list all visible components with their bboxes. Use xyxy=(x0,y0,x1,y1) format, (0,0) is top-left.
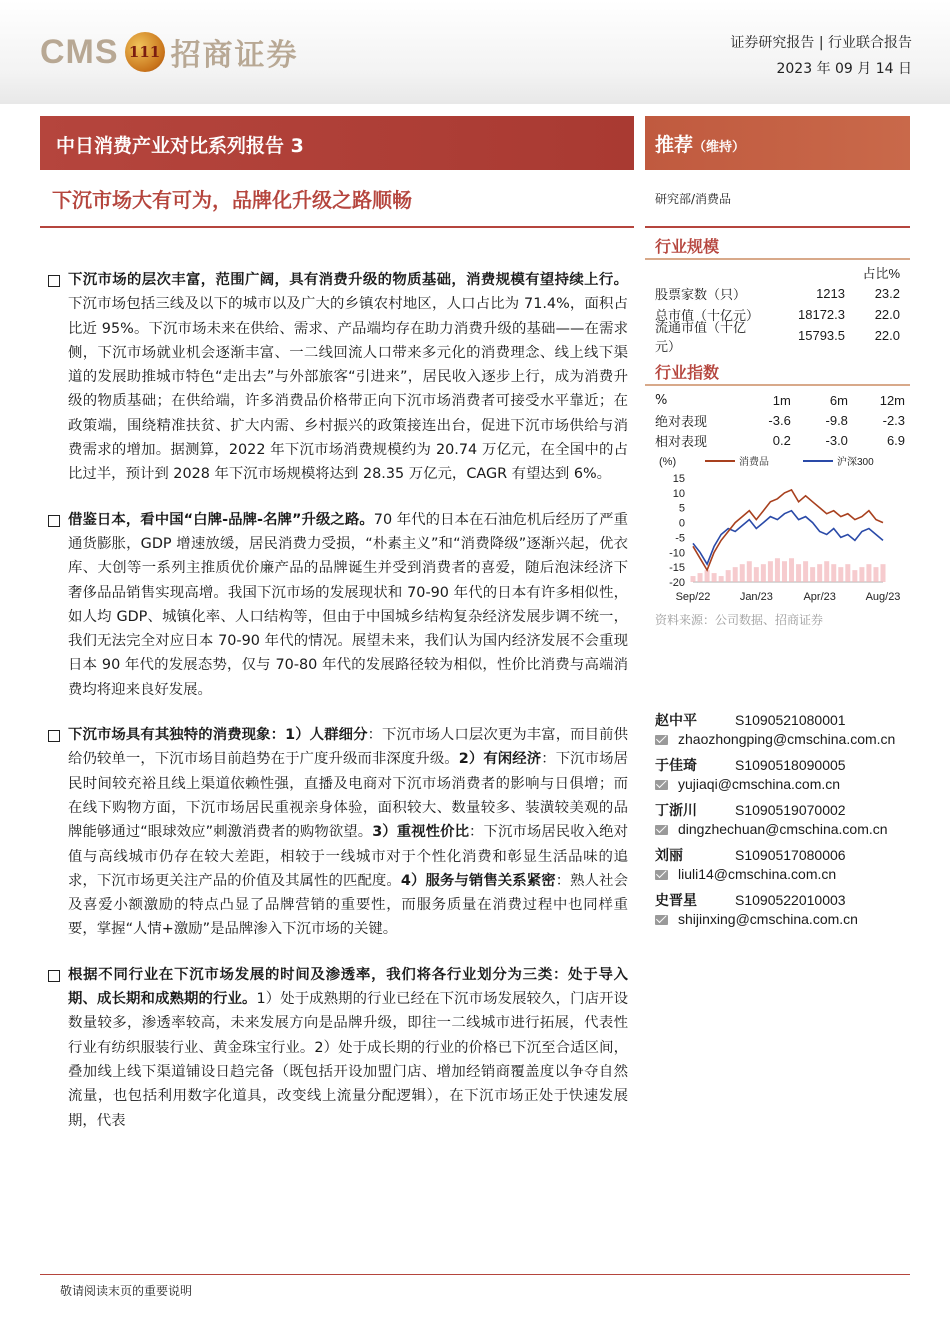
pct-header: 占比% xyxy=(862,266,900,281)
relative-bar xyxy=(838,567,843,582)
key-point-body: ：下沉市场居民时间较充裕且线上渠道依赖性强，直播及电商对下沉市场消费者的影响与日俱增；而在线下购物方面，下沉市场居民重视亲身体验，面积较大、数量较多、装潢较美观的品牌能够通过“眼球效应”刺激消费者的购物欲望。 xyxy=(68,751,628,841)
mail-icon xyxy=(655,825,668,835)
legend-label: 消费品 xyxy=(739,457,769,468)
index-header-row xyxy=(655,390,905,410)
relative-bar xyxy=(782,561,787,582)
relative-bar xyxy=(796,564,801,582)
scale-header-row xyxy=(655,262,905,283)
relative-bar xyxy=(845,564,850,582)
key-point-body: ：熟人社会及喜爱小额激励的特点凸显了品牌营销的重要性，而服务质量在消费过程中也同样重要，掌握“人情+激励”是品牌渗入下沉市场的关键。 xyxy=(68,872,628,938)
analyst-cert-id: S1090519070002 xyxy=(735,802,846,818)
relative-bar xyxy=(691,576,696,582)
scale-row xyxy=(655,320,905,355)
relative-bar xyxy=(719,576,724,582)
key-point-lead: 下沉市场的层次丰富，范围广阔，具有消费升级的物质基础，消费规模有望持续上行。 xyxy=(68,272,628,288)
analyst-cert-id: S1090518090005 xyxy=(735,757,846,773)
relative-bar xyxy=(866,564,871,582)
checkbox-bullet-icon xyxy=(48,515,60,527)
key-point-lead: 2）有闲经济 xyxy=(458,751,542,768)
analyst-email-link[interactable]: zhaozhongping@cmschina.com.cn xyxy=(678,731,896,747)
index-chart xyxy=(655,452,910,604)
y-tick-label: -15 xyxy=(669,562,685,575)
relative-bar xyxy=(726,570,731,582)
relative-bar xyxy=(803,561,808,582)
analyst-email-row xyxy=(655,775,910,795)
industry-index-heading: 行业指数 xyxy=(655,363,720,382)
logo-text-en: CMS xyxy=(40,32,119,71)
key-point-lead: 根据不同行业在下沉市场发展的时间及渗透率，我们将各行业划分为三类：处于导入期、成长期和成熟期的行业。 xyxy=(68,966,628,1008)
logo-text-cn: 招商证券 xyxy=(170,38,299,73)
index-value: -2.3 xyxy=(882,412,906,428)
industry-scale-heading: 行业规模 xyxy=(655,237,720,256)
index-row xyxy=(655,410,905,430)
checkbox-bullet-icon xyxy=(48,730,60,742)
relative-bar xyxy=(754,567,759,582)
index-value: 6.9 xyxy=(886,432,906,448)
series-title-bar xyxy=(40,116,634,170)
index-col-header: 6m xyxy=(829,392,848,408)
analyst-name-row xyxy=(655,710,910,730)
relative-bar xyxy=(789,558,794,582)
relative-bar xyxy=(859,567,864,582)
key-point xyxy=(48,963,628,1133)
analyst-email-link[interactable]: yujiaqi@cmschina.com.cn xyxy=(678,776,841,792)
y-tick-label: 10 xyxy=(672,487,685,500)
relative-bar xyxy=(712,573,717,582)
mail-icon xyxy=(655,735,668,745)
index-value: -9.8 xyxy=(825,412,848,428)
relative-bar xyxy=(817,564,822,582)
report-type: 证券研究报告 | 行业联合报告 xyxy=(730,35,912,51)
analyst-email-row xyxy=(655,910,910,930)
analyst-name: 史晋星 xyxy=(655,893,697,909)
index-chart-svg xyxy=(655,452,910,604)
key-point xyxy=(48,723,628,942)
analyst-email-row xyxy=(655,730,910,750)
mail-icon xyxy=(655,915,668,925)
analyst-email-link[interactable]: liuli14@cmschina.com.cn xyxy=(678,866,837,882)
key-point-body: 1）处于成熟期的行业已经在下沉市场发展较久，门店开设数量较多，渗透率较高，未来发展方向是品牌升级，即往一二线城市进行拓展，代表性行业有纺织服装行业、黄金珠宝行业。2）处于成长期的行业的价格已下沉至合适区间，叠加线上线下渠道铺设日趋完备（既包括开设加盟门店、增加经销商覆盖度以争夺自然流量，也包括利用数字化道具，改变线上流量分配逻辑），在下沉市场正处于快速发展期，代表 xyxy=(68,991,628,1129)
relative-bar xyxy=(768,561,773,582)
checkbox-bullet-icon xyxy=(48,275,60,287)
relative-bar xyxy=(831,564,836,582)
analyst-name-row xyxy=(655,890,910,910)
report-date: 2023 年 09 月 14 日 xyxy=(776,61,912,77)
key-point-body: ：下沉市场人口层次更为丰富，而目前供给仍较单一，下沉市场目前趋势在于广度升级而非深度升级。 xyxy=(68,727,628,768)
analyst-name-row xyxy=(655,755,910,775)
industry-scale-table xyxy=(655,262,905,355)
checkbox-bullet-icon xyxy=(48,970,60,982)
legend-label: 沪深300 xyxy=(837,457,874,468)
chart-ylabel: (%) xyxy=(659,456,677,468)
footer-divider xyxy=(40,1274,910,1275)
logo-badge-icon: 111 xyxy=(125,32,165,72)
index-col-header: 12m xyxy=(879,392,906,408)
rating-bar xyxy=(645,116,910,170)
relative-bar xyxy=(824,561,829,582)
scale-row-value: 18172.3 xyxy=(798,307,845,322)
key-point xyxy=(48,268,628,487)
series-title: 中日消费产业对比系列报告 3 xyxy=(56,135,304,157)
key-point-text xyxy=(68,268,628,487)
x-tick-label: Sep/22 xyxy=(675,591,711,603)
index-value: 0.2 xyxy=(772,432,791,448)
y-tick-label: -5 xyxy=(675,532,685,545)
relative-bar xyxy=(698,573,703,582)
scale-row xyxy=(655,283,905,304)
relative-bar xyxy=(810,567,815,582)
relative-bar xyxy=(852,570,857,582)
key-point-lead: 3）重视性价比 xyxy=(372,824,470,841)
chart-source: 资料来源：公司数据、招商证券 xyxy=(655,613,824,627)
analyst-cert-id: S1090521080001 xyxy=(735,712,846,728)
key-point-body: 70 年代的日本在石油危机后经历了严重通货膨胀，GDP 增速放缓，居民消费力受损，“朴素主义”和“消费降级”逐渐兴起，优衣库、大创等一系列主推质优价廉产品的品牌诞生并受到消费者的喜爱，随后泡沫经济下奢侈品品销售实现高增。我国下沉市场的发展现状和 70-90 年代的日本有许多相似性，如人均 GDP、城镇化率、人口结构等，但由于中国城乡结构复杂经济发展步调不统一，我们无法完全对应日本 70-90 年代的情况。展望未来，我们认为国内经济发展不会重现日本 90 年代的发展态势，仅与 70-80 年代的发展路径较为相似，性价比消费与高端消费均将迎来良好发展。 xyxy=(68,511,628,698)
index-col-header: 1m xyxy=(772,392,791,408)
relative-bar xyxy=(740,564,745,582)
scale-row-label: 总市值（十亿元） xyxy=(655,309,760,324)
mail-icon xyxy=(655,870,668,880)
relative-bar xyxy=(873,567,878,582)
key-point-text xyxy=(68,963,628,1133)
key-points xyxy=(48,268,628,1154)
key-point xyxy=(48,508,628,702)
x-tick-label: Aug/23 xyxy=(865,591,901,603)
scale-row-label: 流通市值（十亿元） xyxy=(655,320,747,355)
department-label: 研究部/消费品 xyxy=(655,192,732,206)
title-divider xyxy=(40,226,634,228)
relative-bar xyxy=(775,558,780,582)
report-main-title: 下沉市场大有可为，品牌化升级之路顺畅 xyxy=(52,188,412,212)
mail-icon xyxy=(655,780,668,790)
rating-label: 推荐 xyxy=(655,134,694,156)
analyst-email-row xyxy=(655,820,910,840)
analyst-email-row xyxy=(655,865,910,885)
index-row xyxy=(655,430,905,450)
scale-row-pct: 22.0 xyxy=(874,328,900,343)
analyst-email-link[interactable]: shijinxing@cmschina.com.cn xyxy=(678,911,858,927)
index-row-label: 绝对表现 xyxy=(655,414,708,430)
industry-index-table xyxy=(655,390,905,450)
key-point-lead: 下沉市场具有其独特的消费现象：1）人群细分 xyxy=(68,727,368,744)
analyst-email-link[interactable]: dingzhechuan@cmschina.com.cn xyxy=(678,821,888,837)
scale-row-value: 15793.5 xyxy=(798,328,845,343)
x-tick-label: Apr/23 xyxy=(803,591,836,603)
analyst-cert-id: S1090522010003 xyxy=(735,892,846,908)
key-point-body: ：下沉市场居民收入绝对值与高线城市仍存在较大差距，相较于一线城市对于个性化消费和彰显生活品味的追求，下沉市场更关注产品的价值及其属性的匹配度。 xyxy=(68,824,628,889)
relative-bar xyxy=(733,567,738,582)
scale-row-label: 股票家数（只） xyxy=(655,288,747,303)
y-tick-label: 0 xyxy=(678,517,685,530)
footer-note: 敬请阅读末页的重要说明 xyxy=(60,1284,193,1298)
key-point-lead: 4）服务与销售关系紧密 xyxy=(400,872,556,889)
analyst-name: 赵中平 xyxy=(655,713,697,729)
scale-row-value: 1213 xyxy=(816,286,845,301)
relative-bar xyxy=(747,561,752,582)
index-value: -3.0 xyxy=(825,432,848,448)
analyst-name: 刘丽 xyxy=(655,848,683,864)
y-tick-label: -10 xyxy=(669,547,685,560)
analyst-list xyxy=(655,710,910,935)
scale-row-pct: 22.0 xyxy=(874,307,900,322)
y-tick-label: 5 xyxy=(678,502,685,515)
key-point-text xyxy=(68,508,628,702)
index-col-header: % xyxy=(655,392,668,408)
relative-bar xyxy=(881,564,886,582)
key-point-lead: 借鉴日本，看中国“白牌-品牌-名牌”升级之路。 xyxy=(68,511,374,528)
analyst-name: 于佳琦 xyxy=(655,758,697,774)
key-point-body: 下沉市场包括三线及以下的城市以及广大的乡镇农村地区，人口占比为 71.4%，面积占比近 95%。下沉市场未来在供给、需求、产品端均存在助力消费升级的基础——在需求侧，下沉市场就业机会逐渐丰富、一二线回流人口带来多元化的消费理念、线上线下渠道的发展助推城市特色“走出去”与外部旅客“引进来”，居民收入逐步上行，成为消费升级的物质基础；在供给端，许多消费品价格带正向下沉市场消费者可接受水平靠近；在政策端，围绕精准扶贫、扩大内需、乡村振兴的政策接连出台，促进下沉市场供给与消费需求的增加。据测算，2022 年下沉市场消费规模约为 20.74 万亿元，在全国中的占比过半，预计到 2028 年下沉市场规模将达到 28.35 万亿元，CAGR 有望达到 6%。 xyxy=(68,296,628,483)
industry-scale-rule xyxy=(645,258,910,260)
analyst-name-row xyxy=(655,845,910,865)
analyst-cert-id: S1090517080006 xyxy=(735,847,846,863)
x-tick-label: Jan/23 xyxy=(739,591,773,603)
index-row-label: 相对表现 xyxy=(655,434,708,450)
analyst-name-row xyxy=(655,800,910,820)
industry-index-rule xyxy=(645,384,910,386)
consumer-line xyxy=(693,490,883,570)
relative-bar xyxy=(705,570,710,582)
relative-bar xyxy=(761,564,766,582)
y-tick-label: -20 xyxy=(669,577,685,589)
company-logo xyxy=(40,30,299,74)
index-value: -3.6 xyxy=(768,412,791,428)
rating-status: （维持） xyxy=(693,140,746,155)
key-point-text xyxy=(68,723,628,942)
analyst-name: 丁浙川 xyxy=(655,803,697,819)
scale-row-pct: 23.2 xyxy=(874,286,900,301)
y-tick-label: 15 xyxy=(672,473,685,485)
sidebar-divider xyxy=(645,226,910,228)
